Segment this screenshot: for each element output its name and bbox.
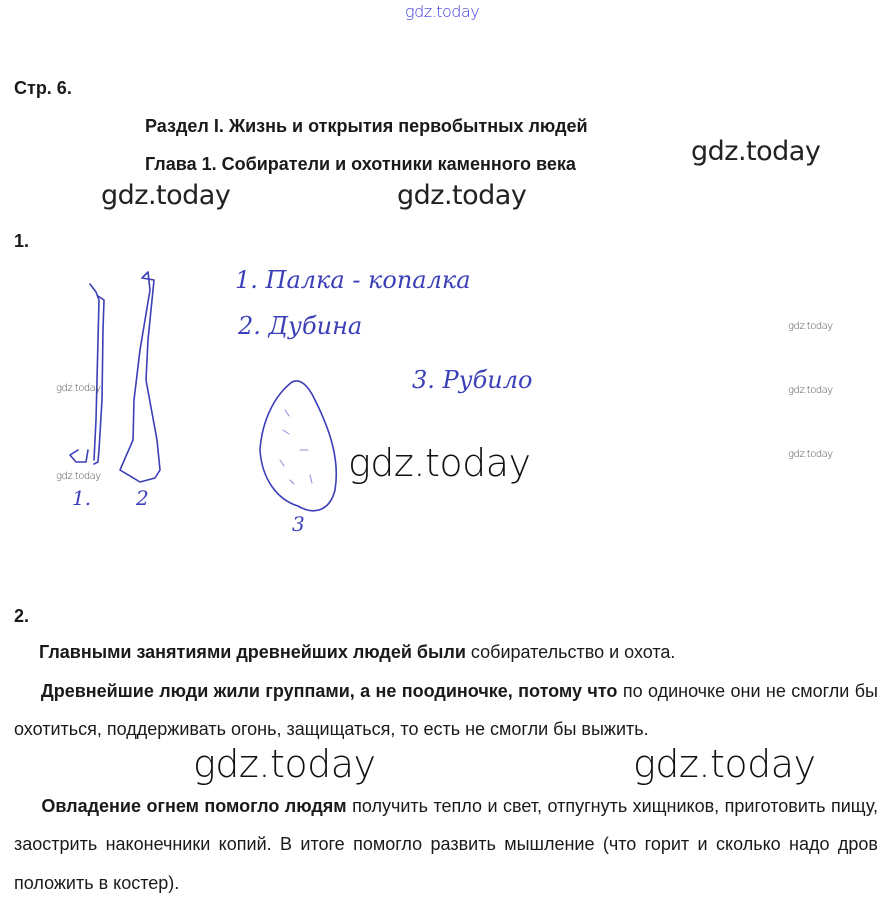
digging-stick-drawing	[70, 284, 104, 464]
watermark: gdz.today	[193, 742, 376, 786]
tool-label-3: 3. Рубило	[412, 366, 533, 394]
answer-text: собирательство и охота.	[465, 642, 676, 662]
bold-prompt-text: Древнейшие люди жили группами, а не поодиночке, потому что	[40, 681, 618, 701]
watermark: gdz.today	[633, 742, 816, 786]
club-drawing	[120, 272, 160, 482]
task2-number: 2.	[14, 606, 30, 626]
answer-text: по одиночке они не смогли бы охотиться, поддерживать огонь, защищаться, то есть не смогли бы выжить.	[14, 681, 878, 740]
watermark: gdz.today	[788, 321, 833, 332]
watermark: gdz.today	[56, 383, 101, 394]
section-title: Раздел I. Жизнь и открытия первобытных людей	[145, 116, 588, 136]
watermark: gdz.today	[56, 471, 101, 482]
answer-paragraph-3	[14, 787, 878, 902]
watermark: gdz.today	[101, 180, 231, 211]
tool-label-1: 1. Палка - копалка	[235, 266, 471, 294]
answer-paragraph-2	[14, 672, 878, 749]
watermark: gdz.today	[348, 441, 531, 485]
figure-number-1: 1.	[72, 486, 92, 510]
page-label: Стр. 6.	[14, 78, 72, 98]
bold-prompt-text: Овладение огнем помогло людям	[41, 796, 347, 816]
figure-number-3: 3	[292, 512, 305, 536]
watermark: gdz.today	[788, 449, 833, 460]
bold-prompt-text: Главными занятиями древнейших людей были	[39, 642, 466, 662]
watermark-top[interactable]: gdz.today	[405, 2, 480, 21]
tool-label-2: 2. Дубина	[238, 312, 363, 340]
figure-number-2: 2	[136, 486, 149, 510]
answer-text: получить тепло и свет, отпугнуть хищников, приготовить пищу, заострить наконечники копий. В итоге помогло развить мышление (что горит и сколько надо дров положить в костер).	[14, 796, 879, 893]
watermark: gdz.today	[691, 136, 821, 167]
hand-axe-drawing	[260, 381, 336, 511]
watermark: gdz.today	[397, 180, 527, 211]
answer-paragraph-1	[14, 633, 878, 671]
chapter-title: Глава 1. Собиратели и охотники каменного века	[145, 154, 576, 174]
watermark: gdz.today	[788, 385, 833, 396]
task1-number: 1.	[14, 231, 30, 251]
